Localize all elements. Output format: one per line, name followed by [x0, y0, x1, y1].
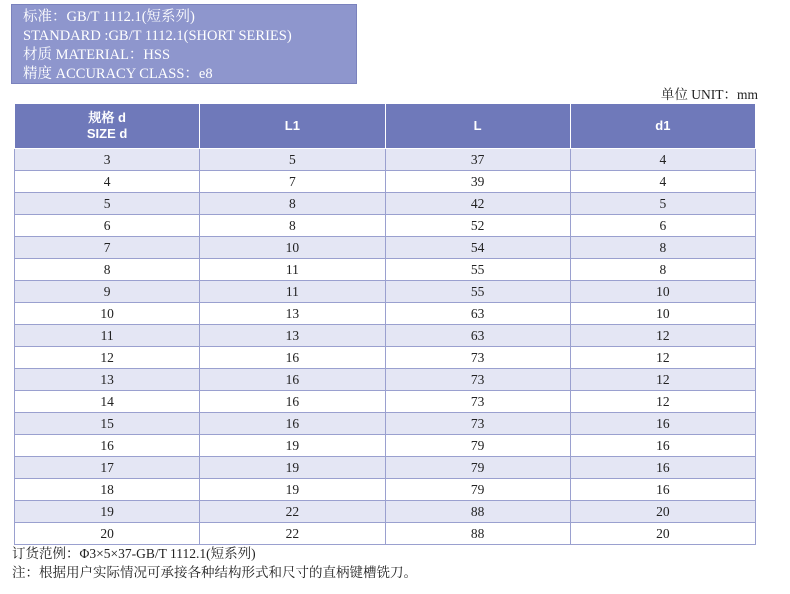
- cell-size-d: 5: [15, 193, 200, 215]
- cell-l: 73: [385, 391, 570, 413]
- cell-l1: 10: [200, 237, 385, 259]
- header-l: L: [385, 104, 570, 149]
- spec-standard-en: STANDARD :GB/T 1112.1(SHORT SERIES): [23, 28, 292, 44]
- cell-d1: 20: [570, 501, 755, 523]
- cell-l1: 13: [200, 303, 385, 325]
- order-example: 订货范例：Φ3×5×37-GB/T 1112.1(短系列): [12, 546, 256, 561]
- cell-l: 88: [385, 523, 570, 545]
- cell-size-d: 16: [15, 435, 200, 457]
- cell-size-d: 8: [15, 259, 200, 281]
- table-row: [15, 501, 756, 523]
- cell-l1: 11: [200, 259, 385, 281]
- cell-d1: 16: [570, 435, 755, 457]
- cell-d1: 6: [570, 215, 755, 237]
- cell-d1: 8: [570, 237, 755, 259]
- cell-l: 42: [385, 193, 570, 215]
- cell-size-d: 4: [15, 171, 200, 193]
- cell-l1: 5: [200, 149, 385, 171]
- cell-size-d: 7: [15, 237, 200, 259]
- notes: [12, 544, 417, 582]
- cell-l: 79: [385, 457, 570, 479]
- cell-l1: 19: [200, 479, 385, 501]
- spec-standard-cn: 标准：GB/T 1112.1(短系列): [23, 9, 195, 25]
- table-row: [15, 259, 756, 281]
- cell-l: 79: [385, 479, 570, 501]
- cell-l1: 8: [200, 215, 385, 237]
- table-header-row: [15, 104, 756, 149]
- cell-d1: 4: [570, 171, 755, 193]
- cell-size-d: 10: [15, 303, 200, 325]
- cell-l: 63: [385, 303, 570, 325]
- table-row: [15, 171, 756, 193]
- cell-l: 79: [385, 435, 570, 457]
- cell-size-d: 12: [15, 347, 200, 369]
- cell-l: 37: [385, 149, 570, 171]
- cell-size-d: 15: [15, 413, 200, 435]
- header-size-en: SIZE d: [86, 126, 128, 141]
- cell-l1: 16: [200, 391, 385, 413]
- table-row: [15, 347, 756, 369]
- table-body: [15, 149, 756, 545]
- cell-l: 73: [385, 369, 570, 391]
- cell-size-d: 17: [15, 457, 200, 479]
- table-row: [15, 193, 756, 215]
- header-size: [15, 104, 200, 149]
- cell-d1: 5: [570, 193, 755, 215]
- cell-l1: 16: [200, 347, 385, 369]
- cell-l: 88: [385, 501, 570, 523]
- cell-size-d: 3: [15, 149, 200, 171]
- cell-d1: 12: [570, 347, 755, 369]
- table-row: [15, 281, 756, 303]
- cell-d1: 8: [570, 259, 755, 281]
- cell-d1: 16: [570, 413, 755, 435]
- cell-d1: 12: [570, 369, 755, 391]
- header-l1: L1: [200, 104, 385, 149]
- table-row: [15, 237, 756, 259]
- table-row: [15, 391, 756, 413]
- cell-size-d: 13: [15, 369, 200, 391]
- cell-l: 54: [385, 237, 570, 259]
- remark: 注：根据用户实际情况可承接各种结构形式和尺寸的直柄键槽铣刀。: [12, 565, 417, 580]
- cell-d1: 12: [570, 391, 755, 413]
- cell-size-d: 14: [15, 391, 200, 413]
- cell-d1: 20: [570, 523, 755, 545]
- cell-l1: 22: [200, 501, 385, 523]
- cell-l1: 13: [200, 325, 385, 347]
- table-row: [15, 215, 756, 237]
- cell-d1: 10: [570, 303, 755, 325]
- table-row: [15, 413, 756, 435]
- cell-l1: 16: [200, 413, 385, 435]
- cell-d1: 12: [570, 325, 755, 347]
- cell-l1: 22: [200, 523, 385, 545]
- spec-info-box: [11, 4, 357, 84]
- cell-l: 52: [385, 215, 570, 237]
- cell-l1: 19: [200, 457, 385, 479]
- table-row: [15, 325, 756, 347]
- table-row: [15, 479, 756, 501]
- cell-size-d: 6: [15, 215, 200, 237]
- cell-l1: 8: [200, 193, 385, 215]
- header-d1: d1: [570, 104, 755, 149]
- table-row: [15, 303, 756, 325]
- cell-l1: 19: [200, 435, 385, 457]
- cell-l: 39: [385, 171, 570, 193]
- table-row: [15, 457, 756, 479]
- cell-l1: 16: [200, 369, 385, 391]
- cell-l: 73: [385, 413, 570, 435]
- cell-size-d: 19: [15, 501, 200, 523]
- cell-l: 55: [385, 259, 570, 281]
- header-size-cn: 规格 d: [88, 110, 126, 125]
- cell-d1: 16: [570, 457, 755, 479]
- spec-table: [14, 103, 756, 545]
- cell-size-d: 18: [15, 479, 200, 501]
- spec-material: 材质 MATERIAL：HSS: [23, 47, 171, 63]
- cell-l1: 11: [200, 281, 385, 303]
- table-row: [15, 149, 756, 171]
- cell-l: 55: [385, 281, 570, 303]
- table-row: [15, 523, 756, 545]
- cell-l: 63: [385, 325, 570, 347]
- table-row: [15, 369, 756, 391]
- cell-d1: 16: [570, 479, 755, 501]
- cell-d1: 10: [570, 281, 755, 303]
- cell-l1: 7: [200, 171, 385, 193]
- cell-d1: 4: [570, 149, 755, 171]
- cell-size-d: 9: [15, 281, 200, 303]
- table-row: [15, 435, 756, 457]
- cell-size-d: 20: [15, 523, 200, 545]
- cell-size-d: 11: [15, 325, 200, 347]
- cell-l: 73: [385, 347, 570, 369]
- spec-accuracy: 精度 ACCURACY CLASS：e8: [23, 66, 213, 82]
- unit-label: 单位 UNIT：mm: [660, 87, 758, 102]
